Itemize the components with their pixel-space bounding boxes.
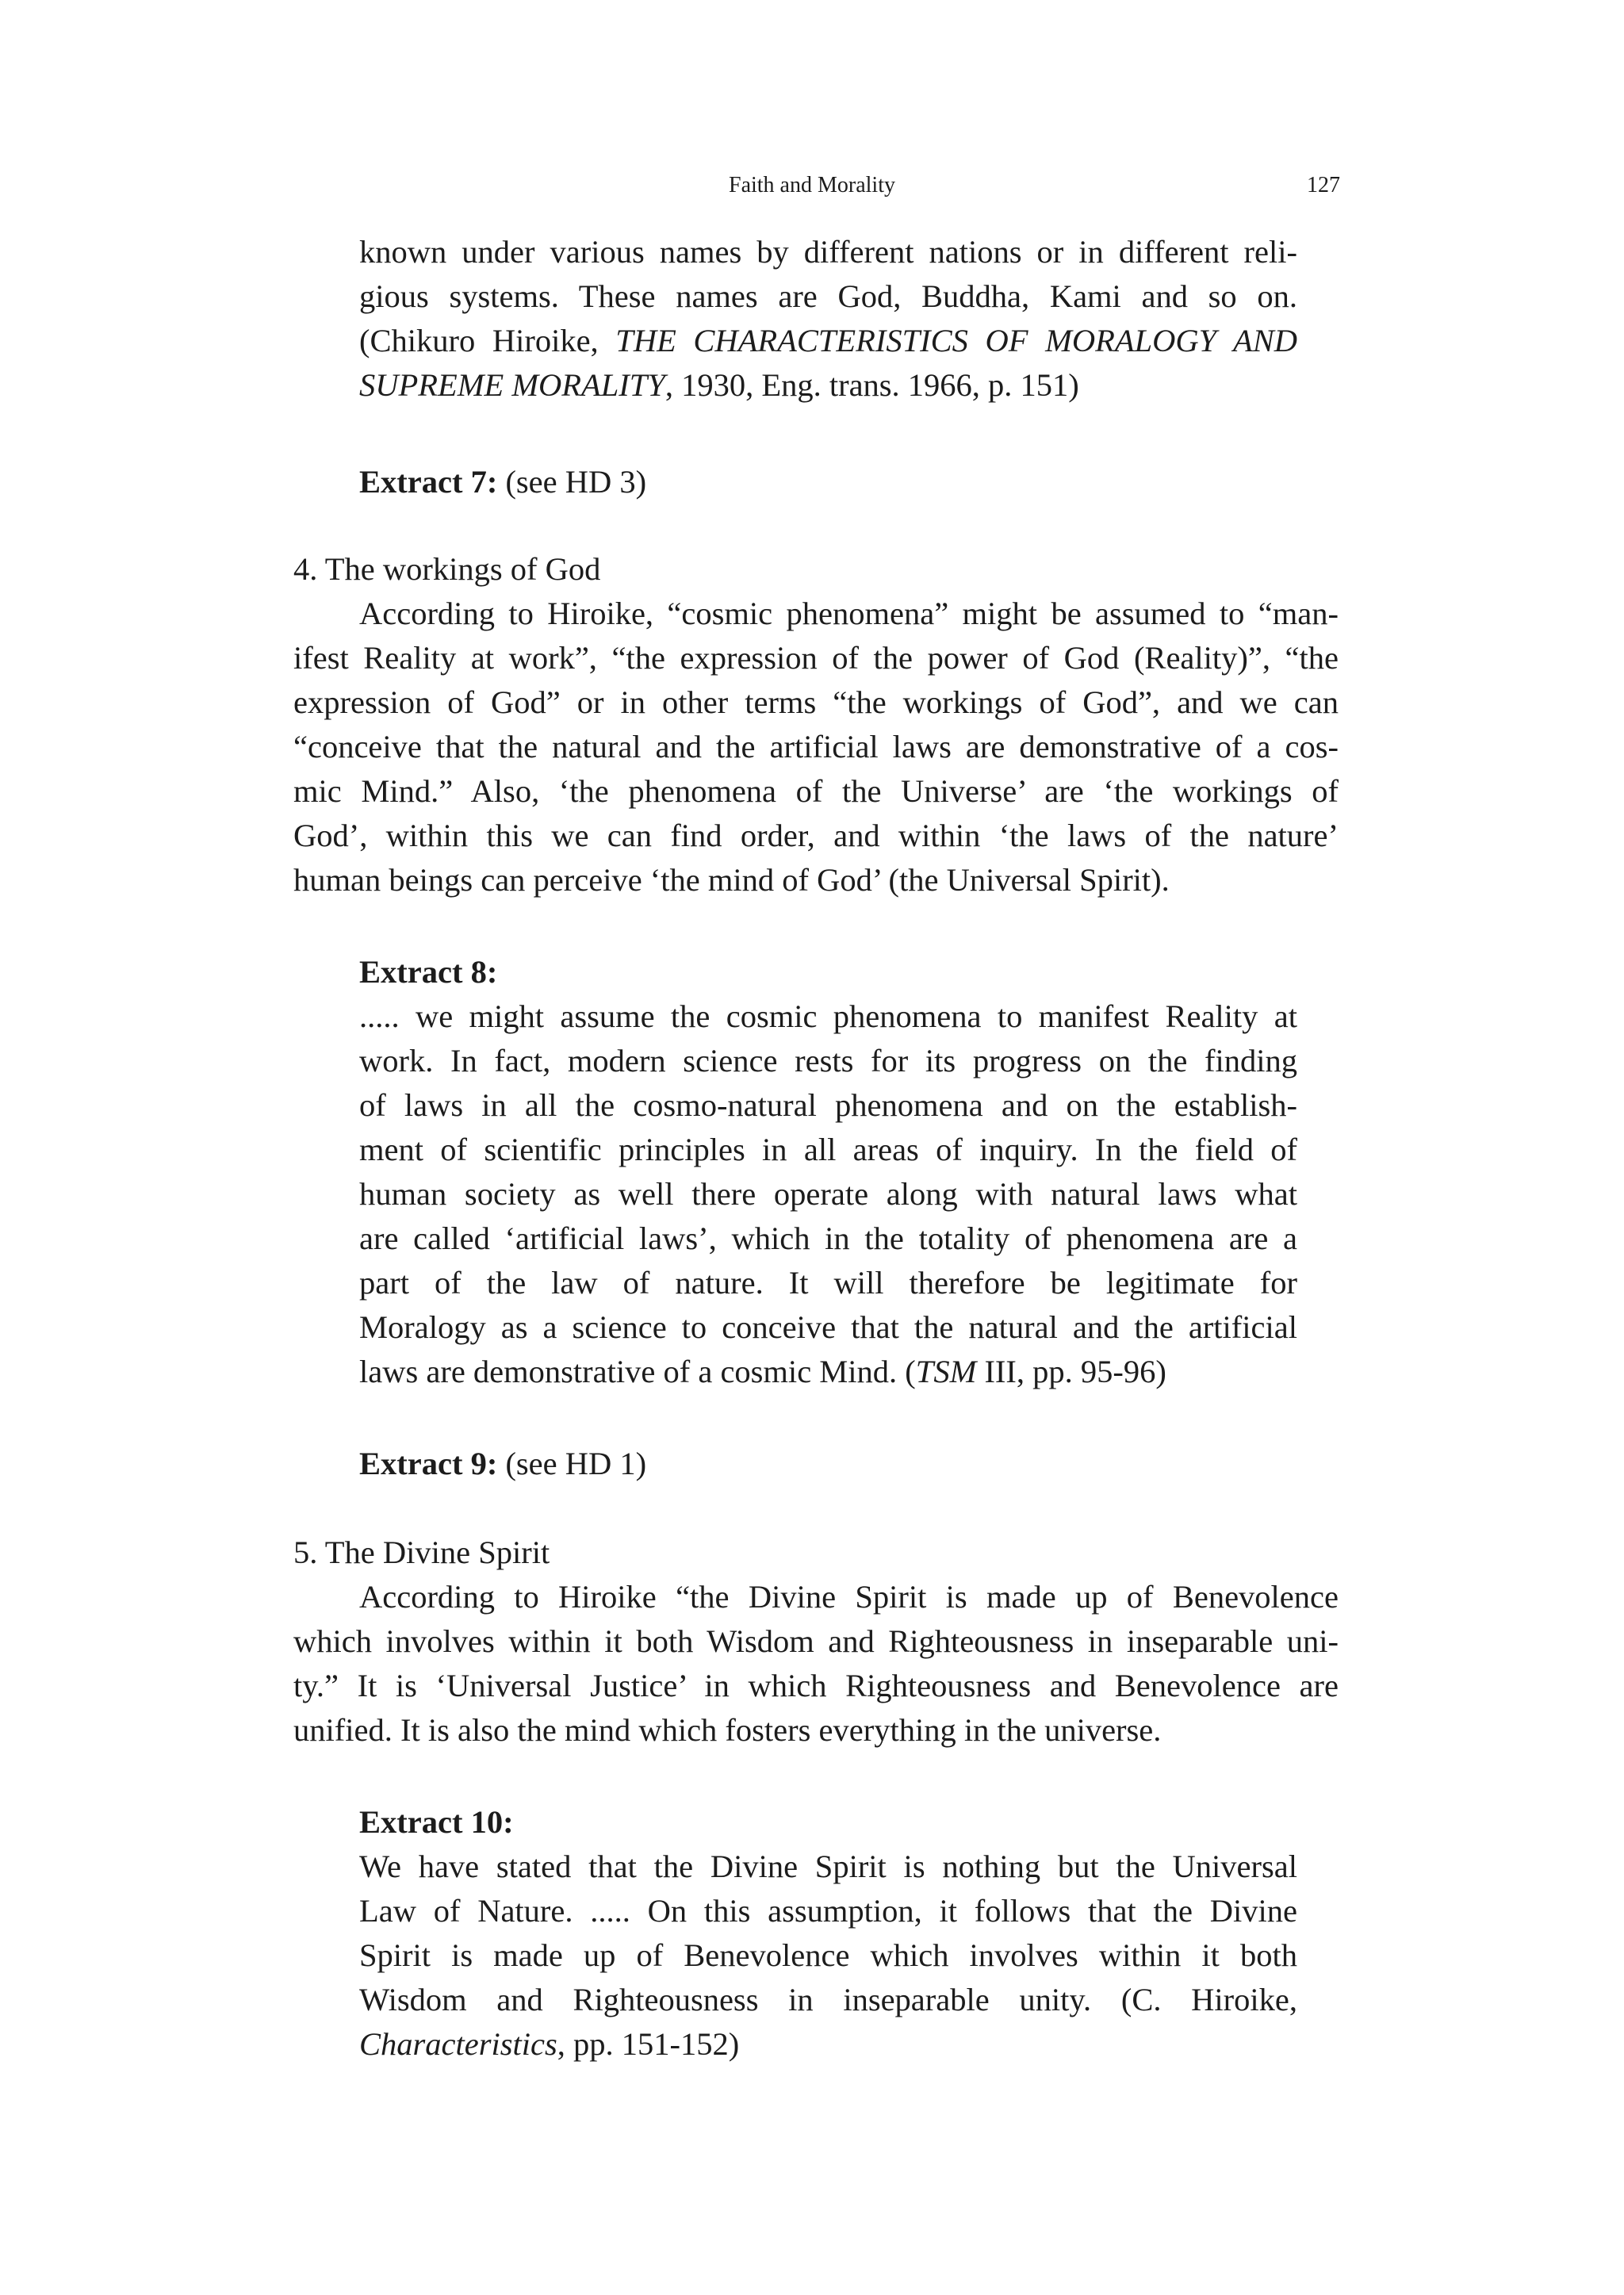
paragraph-line: expression of God” or in other terms “the workings of God”, and we can [293,684,1339,720]
text-line: gious systems. These names are God, Buddha, Kami and so on. [359,278,1297,314]
extract-line: ..... we might assume the cosmic phenomena to manifest Reality at [359,998,1297,1034]
citation-title: THE CHARACTERISTICS OF MORALOGY AND [615,323,1297,358]
citation-suffix: III, pp. 95-96) [976,1354,1166,1389]
citation-prefix: (Chikuro Hiroike, [359,323,616,358]
section-heading: 4. The workings of God [293,551,601,587]
extract-line: Law of Nature. ..... On this assumption, it follows that the Divine [359,1893,1297,1929]
section-heading: 5. The Divine Spirit [293,1534,550,1570]
extract-line: Wisdom and Righteousness in inseparable unity. (C. Hiroike, [359,1982,1297,2017]
extract-7 [359,460,1297,504]
citation-line [359,319,1297,363]
running-header-title: Faith and Morality [729,173,895,197]
citation-prefix: laws are demonstrative of a cosmic Mind. ( [359,1354,916,1389]
section-4 [293,547,1339,902]
paragraph-line: mic Mind.” Also, ‘the phenomena of the Universe’ are ‘the workings of [293,773,1339,809]
extract-label: Extract 10: [359,1804,514,1840]
text-line: known under various names by different nations or in different reli- [359,234,1297,270]
section-5 [293,1531,1339,1753]
extract-label: Extract 8: [359,954,498,990]
paragraph-line: According to Hiroike “the Divine Spirit is made up of Benevolence [359,1579,1339,1615]
paragraph-line: which involves within it both Wisdom and Righteousness in inseparable uni- [293,1623,1339,1659]
paragraph-line: ty.” It is ‘Universal Justice’ in which Righteousness and Benevolence are [293,1668,1339,1703]
extract-heading [359,460,1297,504]
paragraph-line: According to Hiroike, “cosmic phenomena” might be assumed to “man- [359,596,1339,631]
extract-10 [359,1800,1297,2067]
citation-suffix: , 1930, Eng. trans. 1966, p. 151) [665,367,1079,403]
extract-line: of laws in all the cosmo-natural phenomena and on the establish- [359,1087,1297,1123]
extract-line: We have stated that the Divine Spirit is nothing but the Universal [359,1849,1297,1884]
paragraph-line: ifest Reality at work”, “the expression of the power of God (Reality)”, “the [293,640,1339,676]
extract-line: Moralogy as a science to conceive that the natural and the artificial [359,1309,1297,1345]
extract-line: are called ‘artificial laws’, which in the totality of phenomena are a [359,1220,1297,1256]
extract-reference: (see HD 1) [497,1446,647,1481]
extract-line: Spirit is made up of Benevolence which involves within it both [359,1937,1297,1973]
citation-title: SUPREME MORALITY [359,367,665,403]
extract-continuation [359,230,1297,408]
extract-label: Extract 7: [359,464,498,500]
extract-line: human society as well there operate along with natural laws what [359,1176,1297,1212]
citation-title: TSM [915,1354,977,1389]
extract-citation-line [359,1350,1297,1394]
extract-heading [359,1442,1297,1486]
extract-8 [359,950,1297,1394]
extract-line: work. In fact, modern science rests for its progress on the finding [359,1043,1297,1079]
citation-title: Characteristics [359,2026,557,2062]
extract-label: Extract 9: [359,1446,498,1481]
paragraph-line: human beings can perceive ‘the mind of God’ (the Universal Spirit). [293,862,1170,898]
citation-line [359,363,1297,408]
extract-line: part of the law of nature. It will therefore be legitimate for [359,1265,1297,1301]
citation-suffix: , pp. 151-152) [557,2026,740,2062]
paragraph-line: God’, within this we can find order, and within ‘the laws of the nature’ [293,818,1339,853]
page-number: 127 [1307,173,1340,197]
extract-citation-line [359,2022,1297,2067]
paragraph-line: “conceive that the natural and the artificial laws are demonstrative of a cos- [293,729,1339,764]
paragraph-line: unified. It is also the mind which fosters everything in the universe. [293,1712,1162,1748]
extract-9 [359,1442,1297,1486]
extract-reference: (see HD 3) [497,464,647,500]
extract-line: ment of scientific principles in all areas of inquiry. In the field of [359,1132,1297,1167]
